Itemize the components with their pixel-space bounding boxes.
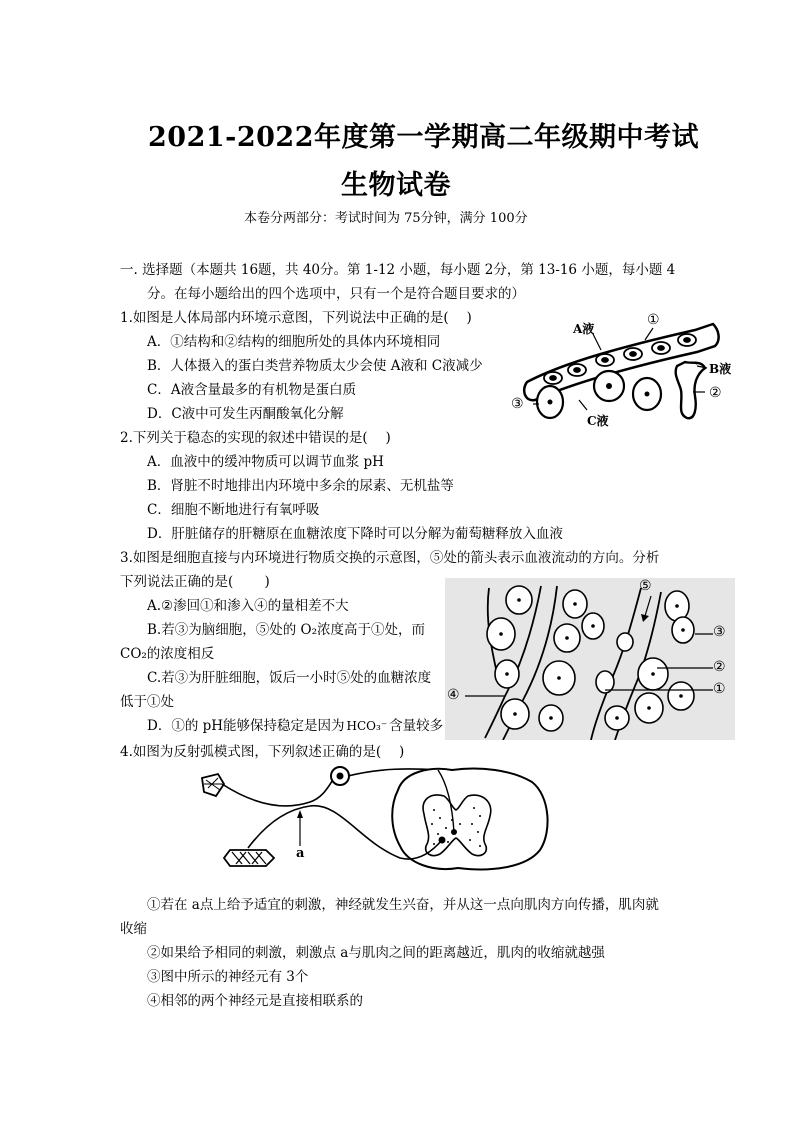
q2-option-b: B．肾脏不时地排出内环境中多余的尿素、无机盐等 — [147, 478, 454, 494]
q4-label-a: a — [296, 846, 305, 861]
q2-option-d: D．肝脏储存的肝糖原在血糖浓度下降时可以分解为葡萄糖释放入血液 — [147, 526, 563, 542]
q3-stem-line1: 3.如图是细胞直接与内环境进行物质交换的示意图，⑤处的箭头表示血液流动的方向。分析 — [120, 550, 660, 566]
q3-label-3: ③ — [713, 624, 726, 640]
q2-stem: 2.下列关于稳态的实现的叙述中错误的是( ) — [120, 430, 391, 446]
q3-label-2: ② — [713, 659, 726, 675]
q1-label-1: ① — [647, 312, 660, 328]
q3-option-b-line2: CO₂的浓度相反 — [120, 646, 215, 662]
section-instruction-line2: 分。在每小题给出的四个选项中，只有一个是符合题目要求的） — [147, 286, 525, 302]
exam-subtitle: 生物试卷 — [341, 170, 451, 201]
exam-title: 2021-2022年度第一学期高二年级期中考试 — [148, 122, 699, 153]
exam-info: 本卷分两部分：考试时间为 75分钟，满分 100分 — [244, 211, 528, 226]
q2-option-a: A．血液中的缓冲物质可以调节血浆 pH — [147, 454, 384, 470]
q3-option-d-formula: HCO₃⁻ — [346, 719, 388, 733]
q4-reflex-arc-figure — [190, 762, 565, 874]
q4-statement-1-line2: 收缩 — [120, 921, 147, 937]
q1-tissue-figure — [505, 310, 745, 430]
q3-capillary-figure — [445, 578, 735, 740]
q4-statement-4: ④相邻的两个神经元是直接相联系的 — [147, 993, 363, 1009]
q3-option-d-text: D．①的 pH能够保持稳定是因为 — [147, 718, 345, 734]
q3-label-4: ④ — [447, 687, 460, 703]
q1-label-3: ③ — [511, 396, 524, 412]
q4-statement-3: ③图中所示的神经元有 3个 — [147, 969, 309, 985]
q1-option-c: C．A液含量最多的有机物是蛋白质 — [147, 382, 357, 398]
q4-statement-2: ②如果给予相同的刺激，刺激点 a与肌肉之间的距离越近，肌肉的收缩就越强 — [147, 945, 605, 961]
q3-stem-line2: 下列说法正确的是( ) — [120, 574, 270, 590]
q2-option-c: C．细胞不断地进行有氧呼吸 — [147, 502, 320, 518]
q1-option-d: D．C液中可发生丙酮酸氧化分解 — [147, 406, 344, 422]
q3-option-d-text-end: 含量较多 — [389, 718, 444, 734]
q3-label-1: ① — [713, 681, 726, 697]
q3-option-b-line1: B.若③为脑细胞，⑤处的 O₂浓度高于①处，而 — [147, 622, 425, 638]
q1-option-b: B．人体摄入的蛋白类营养物质太少会使 A液和 C液减少 — [147, 358, 483, 374]
q1-stem: 1.如图是人体局部内环境示意图，下列说法中正确的是( ) — [120, 310, 472, 326]
q3-label-5: ⑤ — [639, 578, 652, 594]
q1-option-a: A．①结构和②结构的细胞所处的具体内环境相同 — [147, 334, 441, 350]
q3-option-d — [147, 714, 443, 734]
q1-label-a-fluid: A液 — [573, 322, 595, 336]
q4-stem: 4.如图为反射弧模式图，下列叙述正确的是( ) — [120, 744, 405, 760]
q1-label-b-fluid: B液 — [709, 362, 732, 376]
q1-label-c-fluid: C液 — [587, 414, 609, 428]
q1-label-2: ② — [709, 385, 722, 401]
section-instruction-line1: 一. 选择题（本题共 16题，共 40分。第 1-12 小题，每小题 2分，第 13-16 小题，每小题 4 — [120, 262, 676, 278]
q3-option-a: A.②渗回①和渗入④的量相差不大 — [147, 598, 349, 614]
q3-option-c-line2: 低于①处 — [120, 694, 174, 710]
q4-statement-1-line1: ①若在 a点上给予适宜的刺激，神经就发生兴奋，并从这一点向肌肉方向传播，肌肉就 — [147, 897, 659, 913]
q3-option-c-line1: C.若③为肝脏细胞，饭后一小时⑤处的血糖浓度 — [147, 670, 432, 686]
